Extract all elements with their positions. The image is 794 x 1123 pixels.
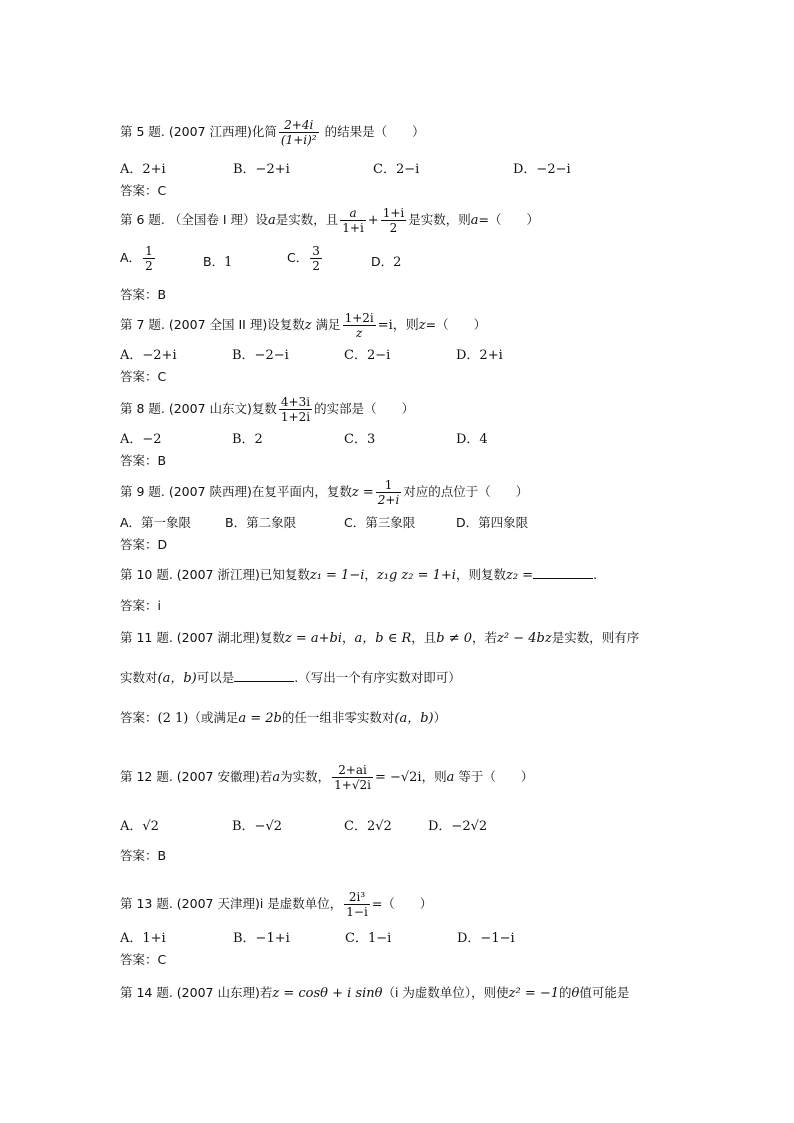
q5-option-a: A．2+i [120, 162, 166, 177]
q11-mid2: ，且 [411, 630, 437, 645]
q9-answer: 答案：D [120, 537, 168, 552]
q10-answer: 答案：i [120, 598, 161, 613]
q6-answer: 答案：B [120, 287, 167, 302]
q11-stem-line1 [120, 632, 639, 645]
q9-fraction [376, 478, 402, 507]
q6-f2-den: 2 [389, 221, 398, 235]
q12-option-a: A．√2 [120, 819, 159, 834]
q13-den: 1−i [346, 905, 368, 919]
q11-mid1: ， [341, 630, 355, 645]
q7-option-d: D．2+i [456, 348, 503, 363]
q12-prefix: 第 12 题. (2007 安徽理)若 [120, 769, 273, 784]
q9-stem [120, 478, 528, 507]
q12-option-c: C．2√2 [344, 819, 392, 834]
q8-prefix: 第 8 题. (2007 山东文)复数 [120, 401, 277, 416]
q12-rhs: = −√2i [374, 770, 422, 785]
q7-option-b: B．−2−i [232, 348, 289, 363]
q11-answer-end: ） [433, 710, 447, 725]
q13-option-d: D．−1−i [457, 931, 515, 946]
q14-eq2: z² = −1 [508, 986, 560, 1001]
q14-theta: θ [571, 986, 580, 1001]
q6-option-c [287, 244, 324, 273]
q11-prefix: 第 11 题. (2007 湖北理)复数 [120, 630, 285, 645]
q12-tail: 等于（ ） [454, 769, 534, 784]
q6-opt-a-num: 1 [145, 244, 153, 258]
q6-mid1: 是实数，且 [275, 212, 339, 227]
q7-stem [120, 311, 486, 340]
q7-var-z-2: z [418, 318, 426, 333]
q6-option-a-fraction [143, 244, 155, 273]
q9-option-d: D．第四象限 [456, 515, 529, 530]
q13-option-c: C．1−i [345, 931, 392, 946]
q7-answer: 答案：C [120, 369, 167, 384]
q11-line2-mid: 可以是 [196, 670, 235, 685]
q6-f1-den: 1+i [342, 221, 364, 235]
q10-comma: ， [364, 567, 377, 582]
q5-option-d: D．−2−i [513, 162, 571, 177]
q8-suffix: 的实部是（ ） [314, 401, 415, 416]
q11-answer [120, 712, 446, 725]
q13-prefix: 第 13 题. (2007 天津理)i 是虚数单位， [120, 896, 343, 911]
q6-opt-b: 1 [224, 255, 233, 270]
q12-answer: 答案：B [120, 848, 167, 863]
q6-opt-a-den: 2 [145, 259, 153, 273]
q13-answer: 答案：C [120, 952, 167, 967]
q6-option-d [371, 256, 401, 269]
q10-eq3: z₂ = [505, 568, 534, 583]
q12-num: 2+ai [332, 763, 373, 778]
q13-option-b: B．−1+i [233, 931, 290, 946]
q6-f2-num: 1+i [382, 206, 405, 220]
q7-prefix: 第 7 题. (2007 全国 II 理)设复数 [120, 317, 305, 332]
q6-fraction-1 [340, 206, 366, 235]
q8-option-b: B．2 [232, 432, 263, 447]
q6-stem [120, 206, 539, 235]
q5-prefix: 第 5 题. (2007 江西理)化简 [120, 124, 277, 139]
q12-eq-tail: ，则 [421, 769, 447, 784]
q11-answer-pair2: (a，b) [394, 711, 434, 726]
q7-option-a: A．−2+i [120, 348, 177, 363]
q11-line2-prefix: 实数对 [120, 670, 158, 685]
q5-num: 2+4i [279, 118, 319, 133]
q6-opt-c-den: 2 [312, 259, 320, 273]
q11-eq1: z = a+bi [284, 631, 342, 646]
q7-fraction [343, 311, 376, 340]
q6-mid2: 是实数，则 [408, 212, 471, 227]
q12-var-a-2: a [446, 770, 455, 785]
q13-suffix: =（ ） [371, 896, 433, 911]
q9-den: 2+i [377, 493, 400, 507]
q9-option-b: B．第二象限 [225, 515, 297, 530]
q7-num: 1+2i [344, 311, 374, 325]
q11-answer-eq: a = 2b [238, 711, 282, 726]
q13-stem [120, 890, 432, 919]
q11-end1: 是实数，则有序 [551, 630, 640, 645]
q5-stem [120, 118, 425, 147]
q10-stem [120, 568, 597, 582]
q12-option-d: D．−2√2 [428, 819, 488, 834]
q8-den: 1+2i [280, 410, 311, 424]
q11-eq4: z² − 4bz [497, 631, 552, 646]
q11-answer-mid: （或满足 [188, 710, 239, 725]
q12-stem [120, 763, 533, 792]
q11-eq3: b ≠ 0 [436, 631, 473, 646]
q6-f1-num: a [340, 206, 366, 221]
q5-suffix: 的结果是（ ） [320, 124, 425, 139]
q7-tail: =（ ） [425, 317, 487, 332]
q5-option-b: B．−2+i [233, 162, 290, 177]
q6-var-a: a [267, 213, 276, 228]
q13-num: 2i³ [344, 890, 370, 905]
q11-pair: (a，b) [157, 671, 197, 686]
q10-mid: ，则复数 [455, 567, 506, 582]
q10-end: . [593, 567, 598, 582]
q10-eq2: z₁g z₂ = 1+i [376, 568, 456, 583]
q10-eq1: z₁ = 1−i [309, 568, 365, 583]
q11-answer-pair: (2 1) [157, 711, 189, 726]
q6-fraction-2 [381, 206, 407, 235]
q6-opt-c-num: 3 [312, 244, 320, 258]
q9-num: 1 [376, 478, 402, 493]
q7-option-c: C．2−i [344, 348, 391, 363]
q13-fraction [344, 890, 370, 919]
q10-prefix: 第 10 题. (2007 浙江理)已知复数 [120, 567, 310, 582]
q7-den: z [355, 326, 363, 340]
q9-option-c: C．第三象限 [344, 515, 416, 530]
q6-prefix: 第 6 题. （全国卷 I 理）设 [120, 212, 268, 227]
q11-answer-prefix: 答案： [120, 710, 158, 725]
q13-option-a: A．1+i [120, 931, 166, 946]
q6-tail: =（ ） [478, 212, 539, 227]
q9-suffix: 对应的点位于（ ） [403, 484, 529, 499]
q7-mid: 满足 [311, 317, 341, 332]
q8-num: 4+3i [280, 395, 311, 409]
q9-option-a: A．第一象限 [120, 515, 192, 530]
q6-option-d-letter: D． [371, 254, 394, 269]
q14-prefix: 第 14 题. (2007 山东理)若 [120, 985, 273, 1000]
q6-option-b [203, 256, 232, 269]
q8-option-d: D．4 [456, 432, 488, 447]
q11-answer-mid2: 的任一组非零实数对 [281, 710, 395, 725]
q8-fraction [279, 395, 312, 424]
q12-fraction [332, 763, 373, 792]
q11-eq2: a，b ∈ R [354, 631, 412, 646]
q5-den: (1+i)² [280, 133, 317, 147]
q6-option-b-letter: B． [203, 254, 225, 269]
q6-option-a-letter: A． [120, 250, 142, 265]
q14-mid: （i 为虚数单位），则使 [382, 985, 509, 1000]
q10-answer-blank [533, 568, 593, 579]
q6-option-c-letter: C． [287, 250, 309, 265]
q9-lhs: z = [351, 485, 374, 500]
q6-plus: + [367, 213, 379, 228]
q8-option-a: A．−2 [120, 432, 162, 447]
q12-den: 1+√2i [334, 778, 371, 792]
q7-eq: =i，则 [377, 318, 419, 333]
q14-eq1: z = cosθ + i sinθ [272, 986, 383, 1001]
q7-var-z: z [304, 318, 312, 333]
q5-option-c: C．2−i [373, 162, 420, 177]
q11-mid3: ，若 [472, 630, 498, 645]
q12-mid: 为实数， [280, 769, 331, 784]
q11-stem-line2 [120, 671, 461, 685]
q6-opt-d: 2 [393, 255, 402, 270]
q12-var-a: a [272, 770, 281, 785]
q6-option-a [120, 244, 157, 273]
q8-stem [120, 395, 414, 424]
q12-option-b: B．−√2 [232, 819, 283, 834]
q14-mid2: 的 [559, 985, 572, 1000]
q6-option-c-fraction [310, 244, 322, 273]
q5-answer: 答案：C [120, 183, 167, 198]
q5-fraction [279, 118, 319, 147]
q14-end: 值可能是 [579, 985, 630, 1000]
q8-option-c: C．3 [344, 432, 376, 447]
q11-answer-blank [234, 671, 294, 682]
q8-answer: 答案：B [120, 453, 167, 468]
q6-var-a-2: a [470, 213, 479, 228]
q9-prefix: 第 9 题. (2007 陕西理)在复平面内，复数 [120, 484, 352, 499]
q11-line2-end: .（写出一个有序实数对即可） [294, 670, 461, 685]
q14-stem [120, 987, 629, 1000]
